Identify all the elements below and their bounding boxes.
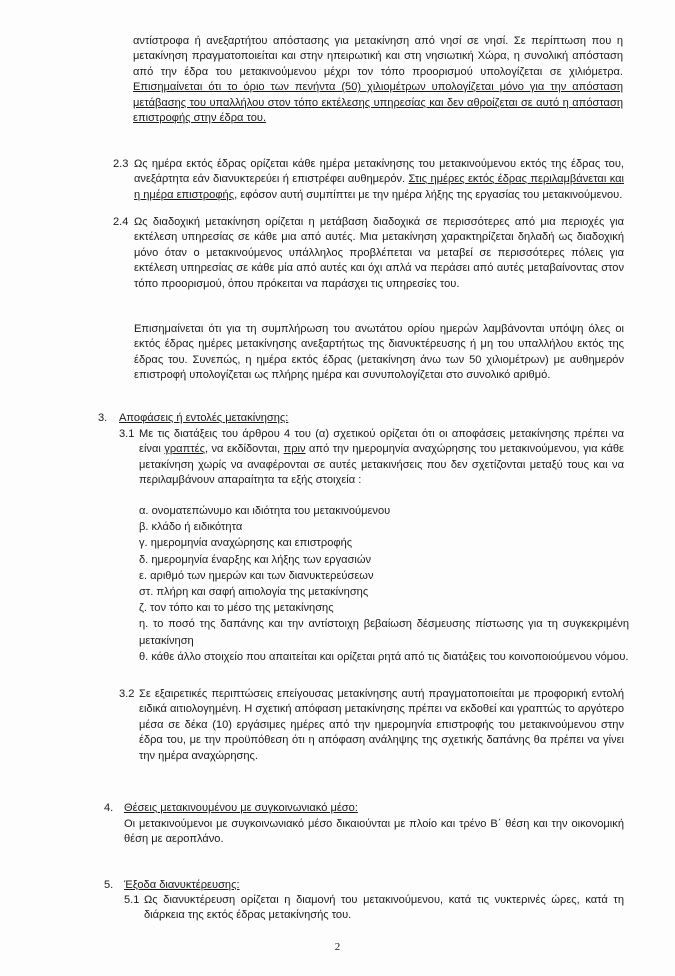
section-4-text: Οι μετακινούμενοι με συγκοινωνιακό μέσο δικαιούνται με πλοίο και τρένο Β΄ θέση και την οικονομική θέση με αεροπλάνο. (124, 818, 624, 846)
list-item: γ. ημερομηνία αναχώρησης και επιστροφής (139, 537, 353, 550)
section-3-1-text-part3: από την ημερομηνία αναχώρησης του μετακινούμενου, για κάθε μετακίνηση χωρίς να αναφέρονται σε αυτές μετακινήσεις που δεν σχετίζονται μεταξύ τους και να περιλαμβάνουν απαραίτητα τα εξής στοιχεία : (139, 443, 624, 487)
section-3-1-underlined-written: γραπτές (164, 443, 205, 456)
section-5-heading: Έξοδα διανυκτέρευσης: (124, 879, 240, 891)
section-3-heading: Αποφάσεις ή εντολές μετακίνησης: (119, 412, 289, 424)
section-3-number: 3. (98, 412, 108, 424)
list-item: ε. αριθμό των ημερών και των διανυκτερεύσεων (139, 569, 374, 582)
section-4-heading: Θέσεις μετακινουμένου με συγκοινωνιακό μέσο: (124, 802, 358, 814)
section-3-1-underlined-before: πριν (283, 443, 306, 456)
intro-text: αντίστροφα ή ανεξαρτήτου απόστασης για μετακίνηση από νησί σε νησί. Σε περίπτωση που η μετακίνηση πραγματοποιείται και στην ηπειρωτική και στη νησιωτική Χώρα, η συνολική απόσταση από την έδρα του μετακινούμενου μέχρι τον τόπο προορισμού υπολογίζεται σε χιλιόμετρα. (133, 35, 623, 78)
section-3-2-text: Σε εξαιρετικές περιπτώσεις επείγουσας μετακίνησης αυτή πραγματοποιείται με προφορική εντολή ειδικά αιτιολογημένη. Η σχετική απόφαση μετακίνησης πρέπει να εκδοθεί και γραπτώς το αργότερο μέσα σε δέκα (10) εργάσιμες ημέρες από την ημερομηνία επιστροφής του μετακινούμενου στην έδρα του, με την προϋπόθεση ότι η απόφαση ανάληψης της σχετικής δαπάνης θα πρέπει να γίνει την ημέρα αναχώρησης. (139, 688, 624, 762)
section-3-1-number: 3.1 (119, 428, 135, 440)
section-4-number: 4. (104, 802, 114, 814)
section-3-1-text-part1: Με τις διατάξεις του άρθρου 4 του (α) σχετικού ορίζεται ότι οι αποφάσεις μετακίνησης πρέπει να είναι (139, 428, 624, 456)
section-3-1-text (139, 427, 624, 489)
section-3-2-number: 3.2 (119, 688, 135, 700)
list-item: ζ. τον τόπο και το μέσο της μετακίνησης (139, 602, 334, 615)
list-item: β. κλάδο ή ειδικότητα (139, 521, 243, 534)
section-2-3-text-part1: Ως ημέρα εκτός έδρας ορίζεται κάθε ημέρα μετακίνησης του μετακινούμενου εκτός της έδρας του, ανεξάρτητα εάν διανυκτερεύει ή επιστρέφει αυθημερόν. (134, 158, 624, 186)
section-2-3-number: 2.3 (113, 158, 129, 170)
intro-underlined-note: Επισημαίνεται ότι το όριο των πενήντα (50) χιλιομέτρων υπολογίζεται μόνο για την απόσταση μετάβασης του υπαλλήλου στον τόπο εκτέλεσης υπηρεσίας και δεν αθροίζεται σε αυτό η απόσταση επιστροφής στην έδρα του. (133, 81, 623, 125)
required-items-list (139, 503, 629, 665)
list-item: α. ονοματεπώνυμο και ιδιότητα του μετακινούμενου (139, 505, 391, 517)
section-5-number: 5. (104, 879, 114, 891)
list-item: δ. ημερομηνία έναρξης και λήξης των εργασιών (139, 553, 372, 566)
page-number: 2 (334, 941, 341, 953)
section-5-1-number: 5.1 (124, 894, 140, 906)
section-2-3-text-part2: , εφόσον αυτή συμπίπτει με την ημέρα λήξης της εργασίας του μετακινούμενου. (234, 188, 623, 201)
section-2-4-note: Επισημαίνεται ότι για τη συμπλήρωση του ανωτάτου ορίου ημερών λαμβάνονται υπόψη όλες οι εκτός έδρας ημέρες μετακίνησης ανεξαρτήτως της διανυκτέρευσης ή μη του υπαλλήλου εκτός της έδρας του. Συνεπώς, η ημέρα εκτός έδρας (μετακίνηση άνω των 50 χιλιομέτρων) με αυθημερόν επιστροφή υπολογίζεται ως πλήρης ημέρα και συνυπολογίζεται στο συνολικό αριθμό. (134, 323, 624, 382)
list-item: η. το ποσό της δαπάνης και την αντίστοιχη βεβαίωση δέσμευσης πίστωσης για τη συγκεκριμένη μετακίνηση (139, 618, 629, 647)
intro-paragraph (133, 34, 623, 126)
list-item: στ. πλήρη και σαφή αιτιολογία της μετακίνησης (139, 586, 369, 599)
section-3-1-text-part2: , να εκδίδονται, (204, 443, 284, 456)
section-2-3-text (134, 157, 624, 203)
section-5-1-text: Ως διανυκτέρευση ορίζεται η διαμονή του μετακινούμενου, κατά τις νυκτερινές ώρες, κατά τη διάρκεια της εκτός έδρας μετακίνησής του. (144, 894, 624, 922)
section-2-4-text: Ως διαδοχική μετακίνηση ορίζεται η μετάβαση διαδοχικά σε περισσότερες από μια περιοχές για εκτέλεση υπηρεσίας σε κάθε μια από αυτές. Μια μετακίνηση χαρακτηρίζεται δηλαδή ως διαδοχική μόνο όταν ο μετακινούμενος υπάλληλος προβλέπεται να μεταβεί σε περισσότερες πόλεις για εκτέλεση υπηρεσίας σε κάθε μία από αυτές και όχι απλά να περάσει από αυτές μεταβαίνοντας στον τόπο προορισμού, όπου πρόκειται να παράσχει τις υπηρεσίες του. (134, 216, 624, 290)
list-item: θ. κάθε άλλο στοιχείο που απαιτείται και ορίζεται ρητά από τις διατάξεις του κοινοποιούμενου νόμου. (139, 650, 629, 663)
section-2-3-underlined: Στις ημέρες εκτός έδρας περιλαμβάνεται και η ημέρα επιστροφής (134, 173, 624, 201)
section-2-4-number: 2.4 (113, 216, 129, 228)
